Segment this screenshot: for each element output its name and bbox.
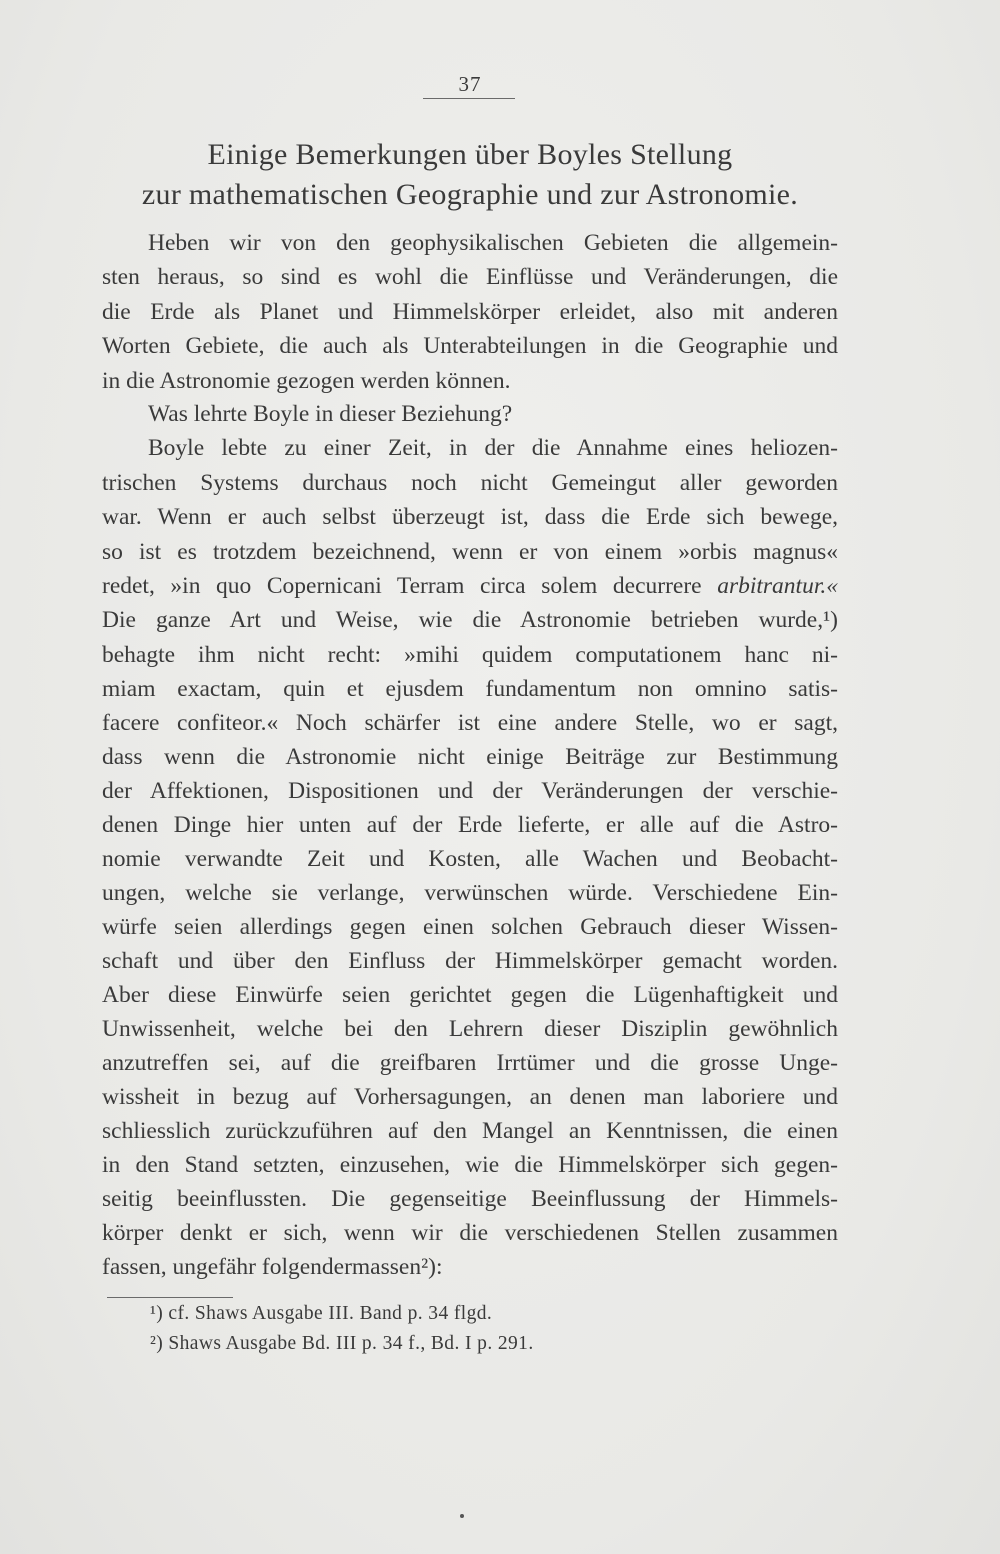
chapter-title-line-2: zur mathematischen Geographie und zur Astronomie. [141, 178, 799, 211]
body-line: trischen Systems durchaus noch nicht Gemeingut aller geworden [102, 470, 838, 496]
body-line-with-italic [102, 571, 838, 601]
body-line: facere confiteor.« Noch schärfer ist eine andere Stelle, wo er sagt, [102, 710, 838, 736]
body-line: denen Dinge hier unten auf der Erde lieferte, er alle auf die Astro- [102, 812, 838, 838]
body-line: war. Wenn er auch selbst überzeugt ist, dass die Erde sich bewege, [102, 504, 838, 530]
body-line-text: redet, »in quo Copernicani Terram circa solem decurrere [102, 573, 718, 599]
body-line: in die Astronomie gezogen werden können. [102, 368, 511, 394]
body-line: behagte ihm nicht recht: »mihi quidem computationem hanc ni- [102, 642, 838, 668]
body-line: Heben wir von den geophysikalischen Gebieten die allgemein- [148, 230, 838, 256]
body-line: sten heraus, so sind es wohl die Einflüsse und Veränderungen, die [102, 264, 838, 290]
body-line: anzutreffen sei, auf die greifbaren Irrtümer und die grosse Unge- [102, 1050, 838, 1076]
footnote-1: ¹) cf. Shaws Ausgabe III. Band p. 34 flgd. [150, 1303, 493, 1324]
body-line: Worten Gebiete, die auch als Unterabteilungen in die Geographie und [102, 333, 838, 359]
body-line: die Erde als Planet und Himmelskörper erleidet, also mit anderen [102, 299, 838, 325]
body-line: seitig beeinflussten. Die gegenseitige Beeinflussung der Himmels- [102, 1186, 838, 1212]
body-line: dass wenn die Astronomie nicht einige Beiträge zur Bestimmung [102, 744, 838, 770]
body-line: Aber diese Einwürfe seien gerichtet gegen die Lügenhaftigkeit und [102, 982, 838, 1008]
body-line: so ist es trotzdem bezeichnend, wenn er von einem »orbis magnus« [102, 539, 838, 565]
chapter-title-line-1: Einige Bemerkungen über Boyles Stellung [207, 138, 733, 171]
body-line: in den Stand setzten, einzusehen, wie die Himmelskörper sich gegen- [102, 1152, 838, 1178]
footnote-2: ²) Shaws Ausgabe Bd. III p. 34 f., Bd. I p. 291. [150, 1333, 534, 1354]
body-line: der Affektionen, Dispositionen und der Veränderungen der verschie- [102, 778, 838, 804]
body-line: Was lehrte Boyle in dieser Beziehung? [148, 401, 513, 427]
body-line: körper denkt er sich, wenn wir die verschiedenen Stellen zusammen [102, 1220, 838, 1246]
italic-word: arbitrantur.« [717, 573, 838, 599]
body-line: schliesslich zurückzuführen auf den Mangel an Kenntnissen, die einen [102, 1118, 838, 1144]
body-line: nomie verwandte Zeit und Kosten, alle Wachen und Beobacht- [102, 846, 838, 872]
body-line: ungen, welche sie verlange, verwünschen würde. Verschiedene Ein- [102, 880, 838, 906]
body-line: miam exactam, quin et ejusdem fundamentum non omnino satis- [102, 676, 838, 702]
body-line: würfe seien allerdings gegen einen solchen Gebrauch dieser Wissen- [102, 914, 838, 940]
page-number-rule [423, 98, 515, 99]
body-line: Die ganze Art und Weise, wie die Astronomie betrieben wurde,¹) [102, 607, 838, 633]
body-line: schaft und über den Einfluss der Himmelskörper gemacht worden. [102, 948, 838, 974]
footnote-rule [107, 1297, 233, 1298]
body-line: fassen, ungefähr folgendermassen²): [102, 1254, 443, 1280]
page-number: 37 [458, 72, 482, 96]
body-line: Boyle lebte zu einer Zeit, in der die Annahme eines heliozen- [148, 435, 838, 461]
body-line: wissheit in bezug auf Vorhersagungen, an denen man laboriere und [102, 1084, 838, 1110]
paper-speck [460, 1514, 464, 1518]
body-line: Unwissenheit, welche bei den Lehrern dieser Disziplin gewöhnlich [102, 1016, 838, 1042]
